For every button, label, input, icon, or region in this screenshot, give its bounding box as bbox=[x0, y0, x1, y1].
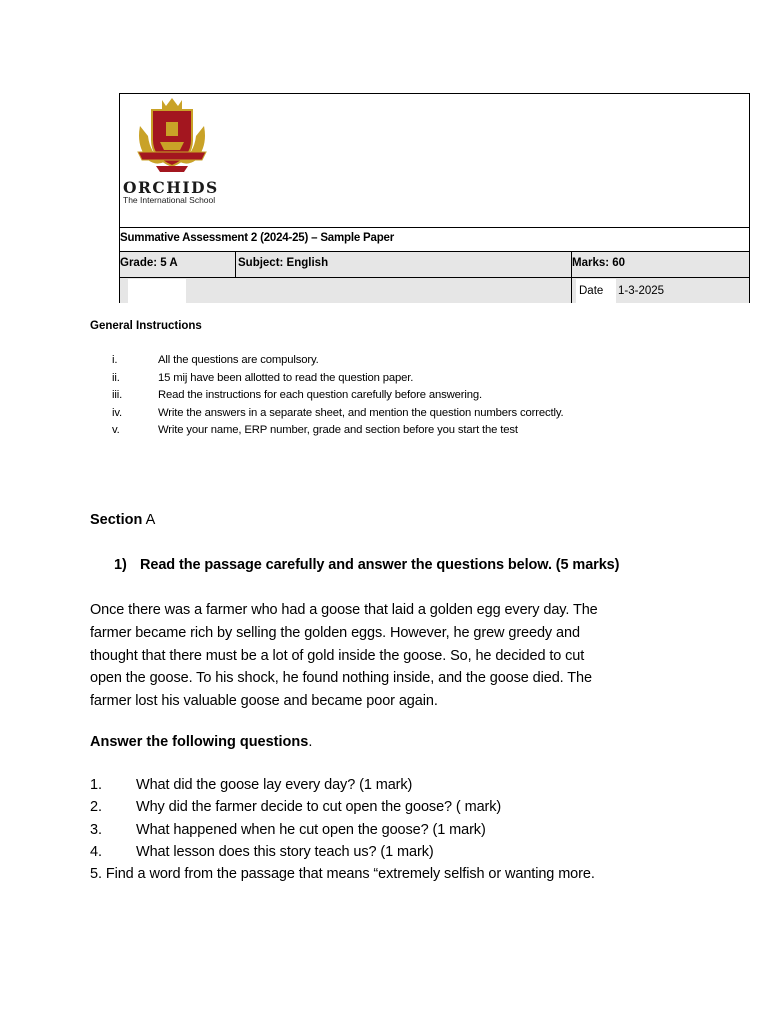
general-instructions-title: General Instructions bbox=[90, 320, 202, 332]
question-number: 1) bbox=[114, 557, 127, 573]
cell-divider bbox=[571, 278, 572, 303]
answer-heading-text: Answer the following questions bbox=[90, 734, 309, 750]
question-list bbox=[90, 777, 690, 888]
section-label: Section bbox=[90, 512, 143, 528]
question-text: Read the passage carefully and answer the questions below. (5 marks) bbox=[140, 557, 620, 573]
blank-field bbox=[128, 279, 186, 303]
date-row bbox=[120, 277, 749, 303]
item-text: Write the answers in a separate sheet, and mention the question numbers correctly. bbox=[158, 406, 564, 419]
question-number: 2. bbox=[90, 799, 102, 816]
question-text: Why did the farmer decide to cut open the goose? ( mark) bbox=[136, 799, 502, 816]
question-text: 5. Find a word from the passage that means “extremely selfish or wanting more. bbox=[90, 866, 595, 883]
item-number: iii. bbox=[112, 389, 123, 402]
passage-line: farmer lost his valuable goose and became poor again. bbox=[90, 693, 438, 710]
grade-cell bbox=[120, 252, 235, 277]
item-text: 15 mij have been allotted to read the question paper. bbox=[158, 371, 414, 384]
list-item bbox=[90, 866, 690, 888]
school-crest-icon bbox=[134, 96, 210, 174]
marks-cell bbox=[572, 252, 749, 277]
question-number: 3. bbox=[90, 821, 102, 838]
list-item bbox=[112, 424, 752, 442]
item-number: i. bbox=[112, 354, 118, 366]
passage-line: Once there was a farmer who had a goose that laid a golden egg every day. The bbox=[90, 602, 598, 618]
passage-line: thought that there must be a lot of gold inside the goose. So, he decided to cut bbox=[90, 647, 585, 664]
item-number: v. bbox=[112, 424, 120, 437]
list-item bbox=[112, 354, 752, 372]
list-item bbox=[90, 822, 690, 844]
marks-text: Marks: 60 bbox=[572, 257, 626, 269]
question-number: 4. bbox=[90, 843, 102, 860]
school-tagline: The International School bbox=[123, 195, 216, 205]
passage-line: farmer became rich by selling the golden eggs. However, he grew greedy and bbox=[90, 624, 580, 641]
answer-heading-period: . bbox=[308, 734, 313, 750]
subject-text: Subject: English bbox=[238, 257, 329, 269]
item-text: Read the instructions for each question carefully before answering. bbox=[158, 389, 483, 402]
grade-text: Grade: 5 A bbox=[120, 257, 178, 269]
question-number: 1. bbox=[90, 777, 102, 793]
date-label: Date bbox=[579, 285, 604, 297]
paper-header bbox=[119, 93, 750, 303]
assessment-title: Summative Assessment 2 (2024-25) – Sample Paper bbox=[120, 232, 394, 244]
subject-cell bbox=[236, 252, 571, 277]
item-number: ii. bbox=[112, 371, 120, 384]
assessment-title-row bbox=[120, 227, 749, 251]
reading-passage bbox=[90, 599, 670, 713]
question-text: What lesson does this story teach us? (1 mark) bbox=[136, 843, 434, 860]
grade-subject-row bbox=[120, 251, 749, 277]
logo-area bbox=[120, 94, 749, 227]
list-item bbox=[112, 389, 752, 407]
item-text: Write your name, ERP number, grade and section before you start the test bbox=[158, 424, 518, 437]
list-item bbox=[112, 407, 752, 425]
date-value: 1-3-2025 bbox=[618, 285, 665, 297]
question-text: What did the goose lay every day? (1 mark) bbox=[136, 777, 413, 793]
item-text: All the questions are compulsory. bbox=[158, 354, 319, 366]
school-name: ORCHIDS bbox=[123, 178, 219, 197]
list-item bbox=[90, 799, 690, 821]
passage-line: open the goose. To his shock, he found nothing inside, and the goose died. The bbox=[90, 670, 592, 687]
list-item bbox=[90, 844, 690, 866]
question-heading bbox=[114, 557, 619, 573]
item-number: iv. bbox=[112, 406, 123, 419]
instructions-list bbox=[112, 354, 752, 442]
list-item bbox=[90, 777, 690, 799]
list-item bbox=[112, 372, 752, 390]
question-text: What happened when he cut open the goose? (1 mark) bbox=[136, 821, 486, 838]
section-heading bbox=[90, 512, 155, 528]
section-letter: A bbox=[142, 512, 156, 528]
answer-heading bbox=[90, 734, 312, 750]
